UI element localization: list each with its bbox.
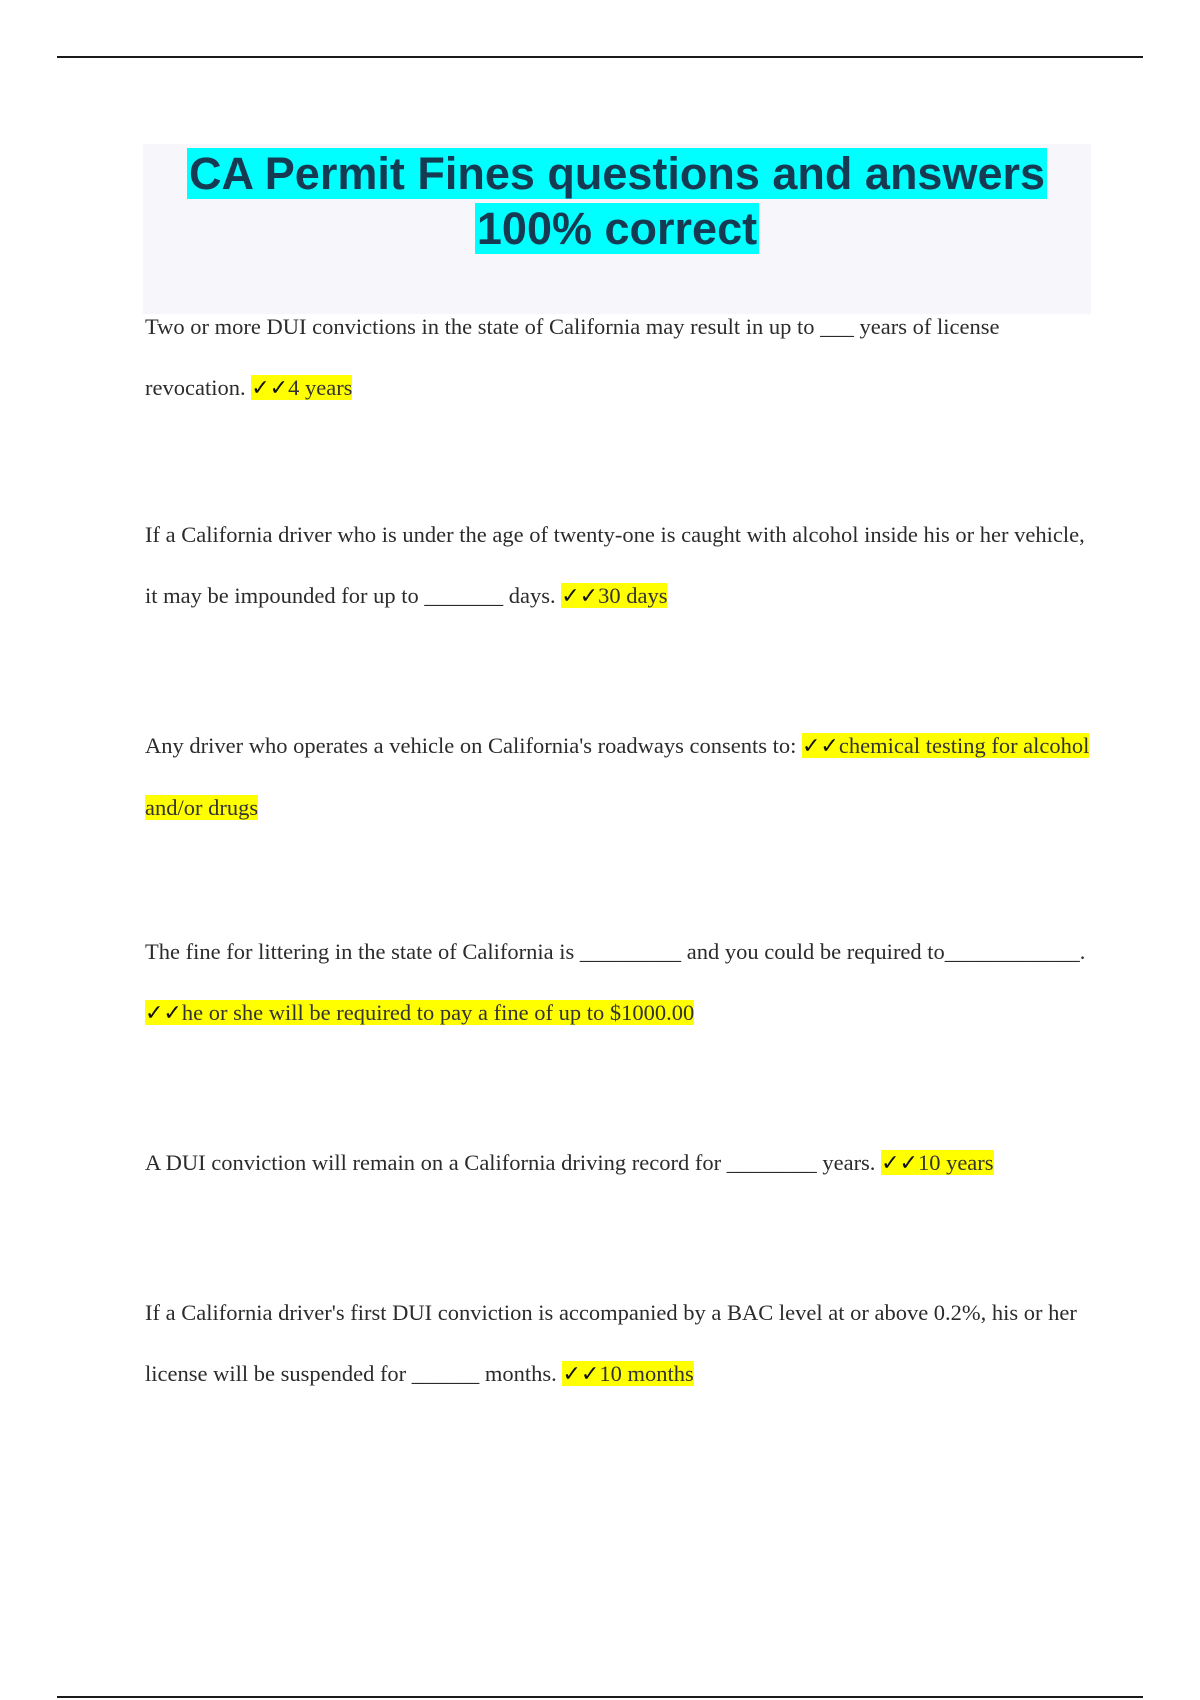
top-rule [57, 56, 1143, 58]
qa-item-4 [145, 921, 1095, 1044]
qa-item-3 [145, 715, 1095, 838]
title-line-1: CA Permit Fines questions and answers [188, 148, 1046, 199]
question-text: The fine for littering in the state of California is _________ and you could be required to____________. [145, 939, 1086, 964]
question-text: A DUI conviction will remain on a California driving record for ________ years. [145, 1150, 876, 1175]
check-icon: ✓✓ [562, 1362, 600, 1387]
qa-item-5 [145, 1132, 1095, 1194]
question-text: If a California driver who is under the age of twenty-one is caught with alcohol inside his or her vehicle, it may be impounded for up to _______ days. [145, 522, 1085, 608]
question-text: Any driver who operates a vehicle on California's roadways consents to: [145, 733, 797, 758]
answer-highlight [562, 1361, 693, 1386]
qa-item-2 [145, 504, 1095, 627]
answer-highlight [881, 1150, 993, 1175]
document-title [143, 144, 1091, 314]
title-line-2: 100% correct [476, 203, 758, 254]
question-text: Two or more DUI convictions in the state of California may result in up to ___ years of license revocation. [145, 314, 1000, 400]
bottom-rule [57, 1696, 1143, 1698]
check-icon: ✓✓ [881, 1151, 918, 1176]
answer-text: chemical testing for alcohol and/or drugs [145, 733, 1090, 820]
check-icon: ✓✓ [145, 1001, 182, 1026]
check-icon: ✓✓ [251, 376, 289, 401]
answer-highlight [251, 375, 352, 400]
qa-item-6 [145, 1282, 1095, 1405]
answer-highlight [145, 1000, 694, 1025]
check-icon: ✓✓ [561, 584, 599, 609]
answer-text: 4 years [288, 375, 353, 400]
answer-highlight [561, 583, 667, 608]
answer-text: 10 months [599, 1361, 694, 1386]
qa-item-1 [145, 296, 1095, 419]
question-text: If a California driver's first DUI conviction is accompanied by a BAC level at or above 0.2%, his or her license will be suspended for ______ months. [145, 1300, 1077, 1386]
answer-text: he or she will be required to pay a fine of up to $1000.00 [181, 1000, 695, 1025]
answer-text: 10 years [917, 1150, 994, 1175]
answer-text: 30 days [598, 583, 668, 608]
check-icon: ✓✓ [802, 734, 839, 759]
